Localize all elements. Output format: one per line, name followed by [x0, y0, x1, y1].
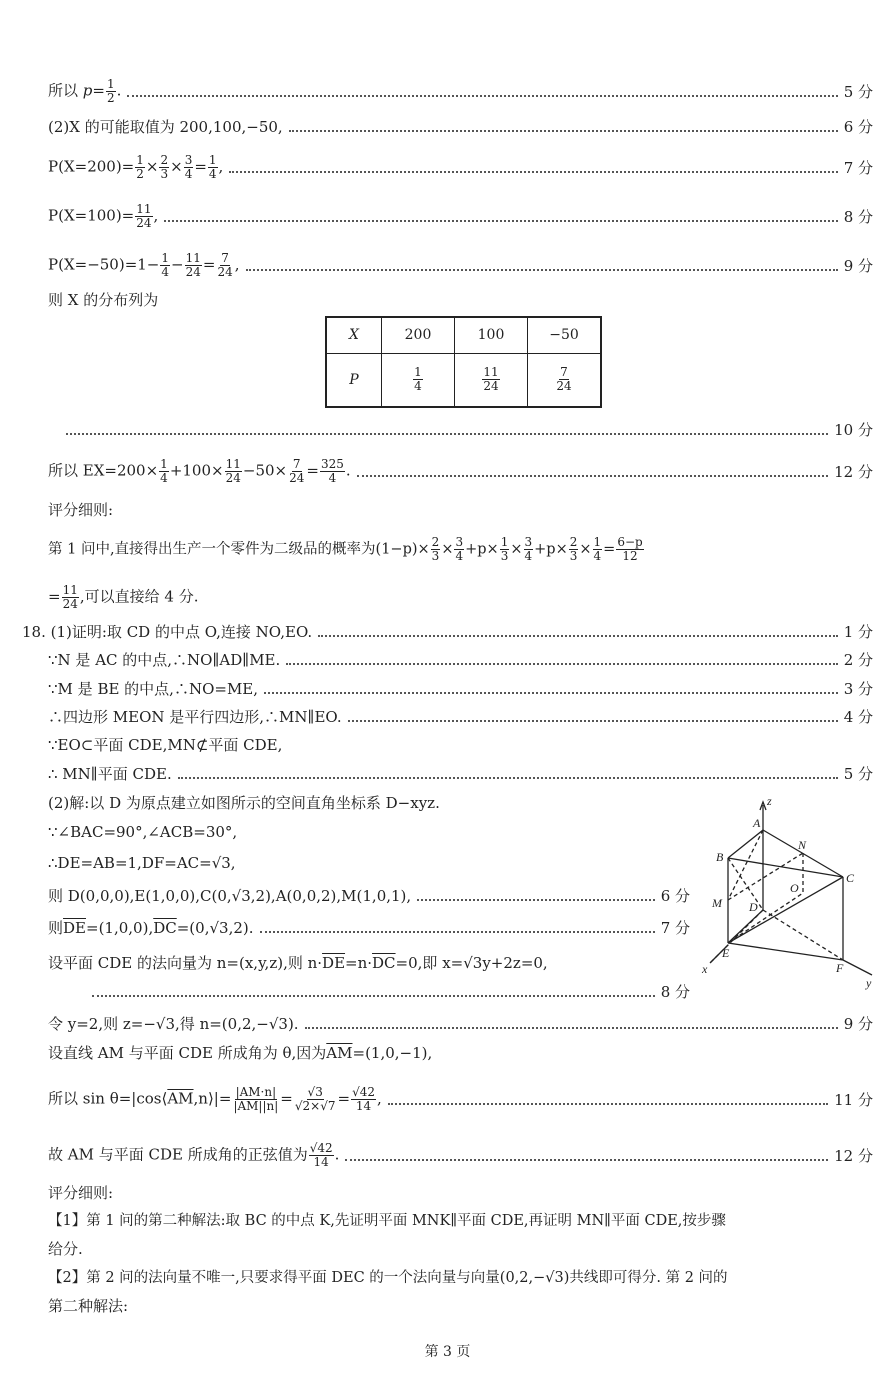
label-B: B	[716, 850, 724, 864]
table-header-cell: −50	[528, 317, 602, 353]
solution-line: 令 y=2,则 z=−√3,得 n=(0,2,−√3). 9 分	[48, 1015, 873, 1033]
solution-line: ∴四边形 MEON 是平行四边形,∴MN∥EO. 4 分	[48, 708, 873, 726]
solution-line: 所以 p= $\frac{1}{2}$ . 5 分	[48, 77, 873, 105]
score: 9 分	[843, 1015, 873, 1033]
label-O: O	[790, 881, 799, 895]
segment-EO	[728, 893, 803, 943]
solution-line: ∵∠BAC=90°,∠ACB=30°,	[48, 823, 238, 841]
table-header-cell: 200	[382, 317, 455, 353]
edge-DF	[763, 910, 843, 960]
rubric-heading: 评分细则:	[48, 1184, 114, 1202]
page-number: 第 3 页	[424, 1344, 471, 1360]
solution-line: 第 1 问中,直接得出生产一个零件为二级品的概率为(1−p)× $\frac{2}{3}$ × $\frac{3}{4}$ +p× $\frac{1}{3}$ × $\frac{3}{4}$ +p× $\frac{2}{3}$ × $\frac{1}{4}$ = $\frac{6-p}{12}$	[48, 535, 643, 563]
solution-line: 18. (1)证明:取 CD 的中点 O,连接 NO,EO. 1 分	[22, 623, 873, 641]
score: 1 分	[843, 623, 873, 641]
table-header-cell: 100	[455, 317, 528, 353]
score: 3 分	[843, 680, 873, 698]
label-x: x	[702, 962, 708, 976]
score: 9 分	[843, 256, 873, 275]
label-M: M	[712, 896, 722, 910]
label-N: N	[798, 838, 807, 852]
score: 5 分	[843, 765, 873, 783]
solution-line: P(X=−50)=1− $\frac{1}{4}$ − $\frac{11}{24}$ = $\frac{7}{24}$ , 9 分	[48, 251, 873, 279]
score: 12 分	[834, 462, 873, 481]
solution-line: (2)X 的可能取值为 200,100,−50, 6 分	[48, 118, 873, 136]
table-cell: $\frac{1}{4}$	[382, 353, 455, 407]
score: 8 分	[660, 983, 690, 1001]
solution-line: 则$\overline{DE}=(1,0,0),\overline{DC}=(0,√3,2)$. 7 分	[48, 919, 690, 937]
score: 6 分	[660, 887, 690, 905]
rubric-line: 【2】第 2 问的法向量不唯一,只要求得平面 DEC 的一个法向量与向量(0,2,−√3)共线即可得分. 第 2 问的	[48, 1270, 728, 1286]
edge-EF	[728, 943, 843, 960]
solution-line	[66, 420, 873, 440]
solution-line: ∵M 是 BE 的中点,∴NO=ME, 3 分	[48, 680, 873, 698]
rubric-heading: 评分细则:	[48, 501, 114, 519]
label-F: F	[836, 961, 844, 975]
edge-AB	[728, 830, 763, 858]
table-cell: $\frac{11}{24}$	[455, 353, 528, 407]
rubric-line: 第二种解法:	[48, 1297, 129, 1315]
prism-figure	[700, 795, 880, 995]
rubric-line: 给分.	[48, 1240, 83, 1258]
rubric-line: 【1】第 1 问的第二种解法:取 BC 的中点 K,先证明平面 MNK∥平面 CDE,再证明 MN∥平面 CDE,按步骤	[48, 1213, 726, 1229]
label-C: C	[846, 871, 855, 885]
score: 8 分	[843, 207, 873, 226]
table-header-cell: X	[326, 317, 382, 353]
score: 7 分	[843, 158, 873, 177]
y-axis	[843, 960, 872, 975]
score: 12 分	[834, 1146, 873, 1165]
solution-line: P(X=100)= $\frac{11}{24}$ , 8 分	[48, 202, 873, 230]
score: 7 分	[660, 919, 690, 937]
label-y: y	[866, 976, 872, 990]
score: 6 分	[843, 118, 873, 136]
solution-line: = $\frac{11}{24}$ ,可以直接给 4 分.	[48, 583, 199, 611]
label-A: A	[753, 816, 761, 830]
table-row-label: P	[326, 353, 382, 407]
edge-EC	[728, 877, 843, 943]
label-E: E	[722, 946, 730, 960]
solution-line: 则 D(0,0,0),E(1,0,0),C(0,√3,2),A(0,0,2),M(1,0,1), 6 分	[48, 887, 690, 905]
table-cell: $\frac{7}{24}$	[528, 353, 602, 407]
solution-line: ∴DE=AB=1,DF=AC=√3,	[48, 854, 236, 872]
solution-line: 则 X 的分布列为	[48, 291, 159, 309]
score: 5 分	[843, 82, 873, 101]
score: 4 分	[843, 708, 873, 726]
solution-line: ∵N 是 AC 的中点,∴NO∥AD∥ME. 2 分	[48, 651, 873, 669]
label-z: z	[767, 795, 772, 808]
distribution-table	[325, 316, 602, 408]
solution-line: ∵EO⊂平面 CDE,MN⊄平面 CDE,	[48, 736, 283, 754]
score: 2 分	[843, 651, 873, 669]
solution-line: 所以 EX=200× $\frac{1}{4}$ +100× $\frac{11}{24}$ −50× $\frac{7}{24}$ = $\frac{325}{4}$ . 12 分	[48, 457, 873, 485]
solution-line: (2)解:以 D 为原点建立如图所示的空间直角坐标系 D−xyz.	[48, 794, 440, 812]
solution-line: 设平面 CDE 的法向量为 n=(x,y,z),则 $n\cdot\overline{DE}=n\cdot\overline{DC}=0$,即 x=√3y+2z=0,	[48, 954, 548, 972]
label-D: D	[749, 900, 758, 914]
score: 11 分	[834, 1090, 873, 1109]
solution-line: 故 AM 与平面 CDE 所成角的正弦值为 $\frac{√42}{14}$ . 12 分	[48, 1141, 873, 1169]
score: 10 分	[834, 421, 873, 439]
solution-line	[92, 982, 690, 1002]
solution-line: P(X=200)= $\frac{1}{2}$ × $\frac{2}{3}$ × $\frac{3}{4}$ = $\frac{1}{4}$ , 7 分	[48, 153, 873, 181]
solution-line: 设直线 AM 与平面 CDE 所成角为 θ,因为$\overline{AM}=(1,0,-1)$,	[48, 1044, 433, 1062]
solution-line: ∴ MN∥平面 CDE. 5 分	[48, 765, 873, 783]
segment-BD	[728, 858, 763, 910]
solution-line: 所以 $\sin \theta=|\cos⟨\overline{AM},n⟩|=$ $\frac{|AM\cdot n|}{|AM||n|}$ = $\frac{√3}{√2\times√7}$ = $\frac{√42}{14}$ , 11 分	[48, 1085, 873, 1113]
